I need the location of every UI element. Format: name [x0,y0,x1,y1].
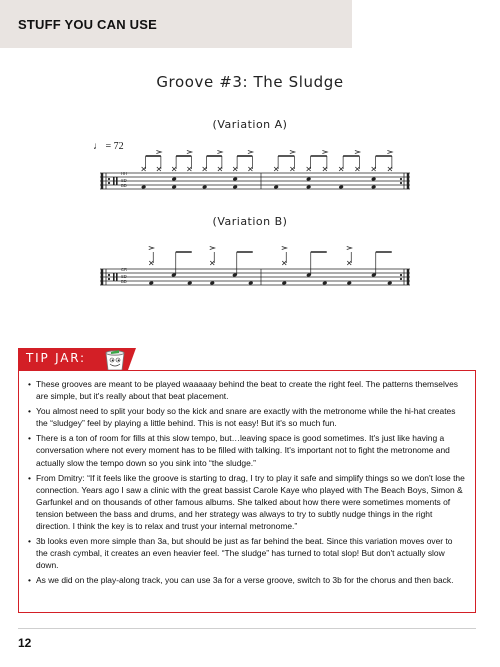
staff-line-label-bd: BD [121,279,127,284]
kick-note [248,281,253,286]
accent-mark [149,247,154,250]
accent-mark [217,151,222,154]
accent-mark [290,151,295,154]
variation-a-label: (Variation A) [212,118,288,131]
kick-note [187,281,192,286]
section-label: STUFF YOU CAN USE [18,17,157,32]
hihat-note [142,167,146,171]
accent-mark [156,151,161,154]
kick-note [210,281,215,286]
snare-note [233,177,238,182]
variation-b-label: (Variation B) [212,215,288,228]
staff-line-label-sd: SD [121,178,127,183]
accent-mark [282,247,287,250]
hihat-note [372,167,376,171]
hihat-note [274,167,278,171]
tip-jar-box [18,370,476,613]
accent-mark [387,151,392,154]
kick-note [347,281,352,286]
tip-list [19,371,475,587]
kick-note [282,281,287,286]
hihat-note [210,261,214,265]
hihat-note [282,261,286,265]
hihat-note [203,167,207,171]
footer-rule [18,628,476,629]
tempo-marking: ♩ = 72 [93,141,124,152]
section-header-band [0,0,352,48]
kick-note [202,185,207,190]
accent-mark [355,151,360,154]
tip-jar-icon [106,350,124,370]
tip-item: • You almost need to split your body so the kick and snare are exactly with the metronome while the hi-hat creates the “sludgey” feel by playing a little behind. This is not easy! But it's so much fun. [28,405,465,429]
accent-mark [248,151,253,154]
variation-b-staff [0,246,500,291]
kick-note [322,281,327,286]
staff-line-label-sd: SD [121,274,127,279]
kick-note [339,185,344,190]
variation-a-staff [0,150,500,195]
staff-line-label-cr: CR [121,267,128,272]
hihat-note [290,167,294,171]
accent-mark [347,247,352,250]
hihat-note [172,167,176,171]
hihat-note [388,167,392,171]
hihat-note [149,261,153,265]
accent-mark [322,151,327,154]
hihat-note [307,167,311,171]
staff-line-label-hh: HH [121,171,128,176]
tip-item: • From Dmitry: “If it feels like the groove is starting to drag, I try to play it safe and simplify things so we don't lose the connection. Years ago I saw a clinic with the great bassist Carole Kaye who played with The Beach Boys, Simon & Garfunkel and on thousands of other famous albums. She talked about how there were sometimes moments of tension between the bass and drums, and her strategy was always to try to subtly nudge things in the right direction. I think the key is to relax and trust your internal metronome.” [28,472,465,532]
hihat-note [355,167,359,171]
tip-jar-title: TIP JAR: [26,351,86,365]
hihat-note [347,261,351,265]
kick-note [149,281,154,286]
accent-mark [187,151,192,154]
page-number: 12 [18,636,32,650]
kick-note [172,185,177,190]
kick-note [141,185,146,190]
hihat-note [339,167,343,171]
groove-title: Groove #3: The Sludge [156,73,344,91]
tip-item: • As we did on the play-along track, you can use 3a for a verse groove, switch to 3b for the chorus and then back. [28,574,465,586]
snare-note [371,177,376,182]
hihat-note [157,167,161,171]
hihat-note [248,167,252,171]
snare-note [306,177,311,182]
tip-item: • 3b looks even more simple than 3a, but should be just as far behind the beat. Since this variation moves over to the crash cymbal, it creates an even heavier feel. “The sludge” has turned to total slop! But don't actually slow down. [28,535,465,571]
snare-note [172,177,177,182]
kick-note [233,185,238,190]
tip-item: • There is a ton of room for fills at this slow tempo, but…leaving space is good sometimes. It's just like having a conversation where not every moment has to be filled with talking. It's important not to fight the metronome and actually slow the tempo down so you sink into “the sludge.” [28,432,465,468]
kick-note [371,185,376,190]
staff-line-label-bd: BD [121,183,127,188]
kick-note [306,185,311,190]
hihat-note [187,167,191,171]
hihat-note [218,167,222,171]
accent-mark [210,247,215,250]
kick-note [387,281,392,286]
hihat-note [323,167,327,171]
hihat-note [233,167,237,171]
kick-note [274,185,279,190]
tip-item: • These grooves are meant to be played waaaaay behind the beat to create the right feel. The patterns themselves are simple, but it's really about that beat placement. [28,378,465,402]
